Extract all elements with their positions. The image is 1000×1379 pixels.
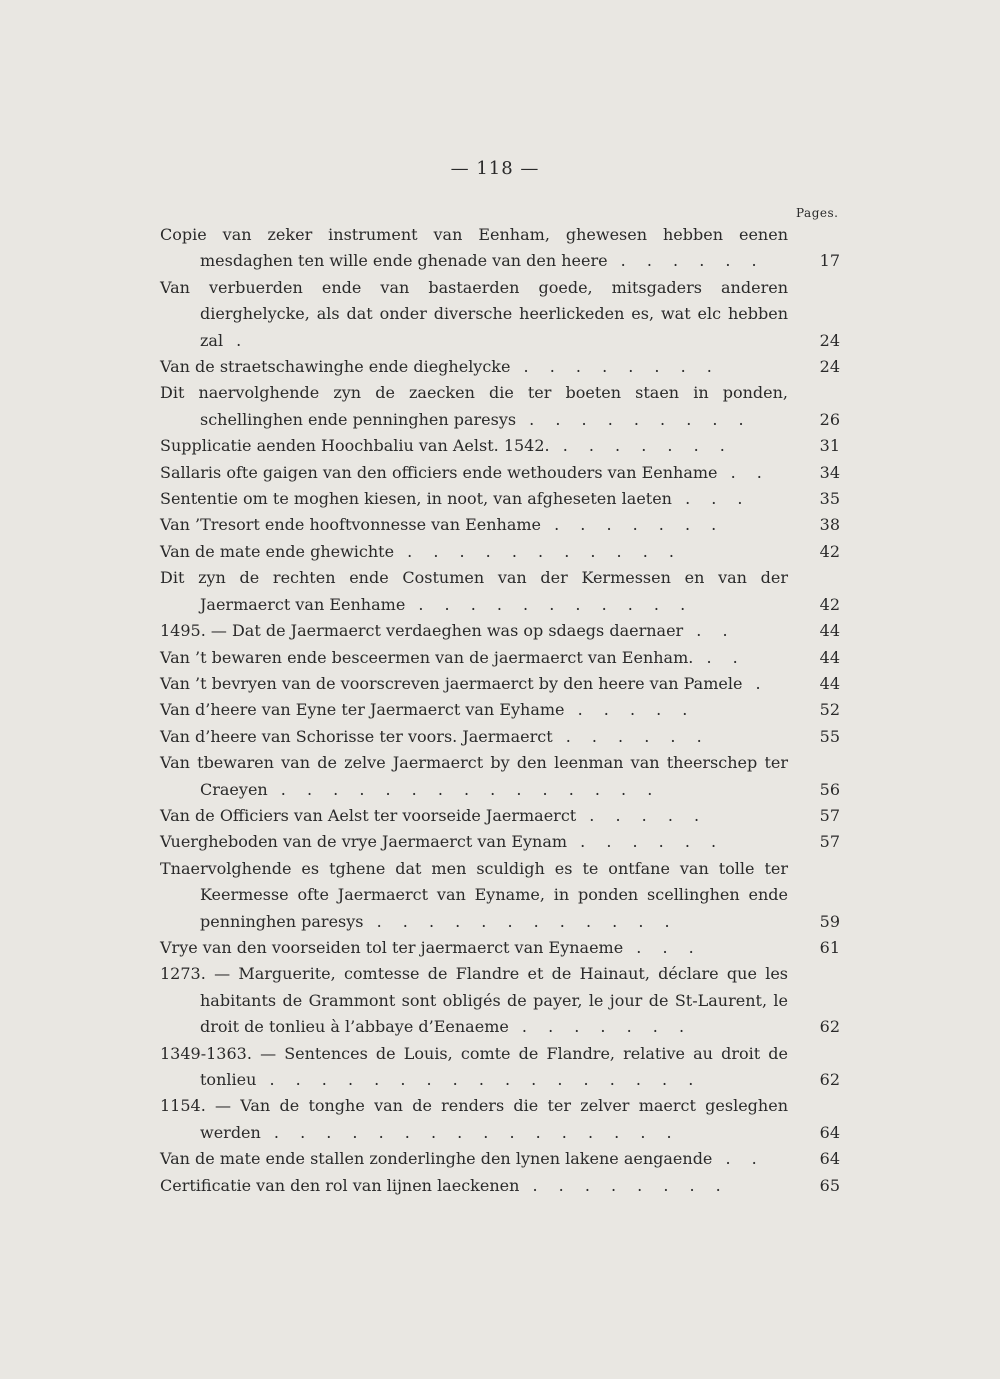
toc-entry (160, 724, 840, 750)
dot-leader: . . . . . . . . (510, 357, 720, 377)
toc-entry (160, 433, 840, 459)
dot-leader: . . . . . . . . . . . . . . . . . (256, 1070, 702, 1089)
toc-entry (160, 618, 840, 644)
toc-entry (160, 486, 840, 512)
toc-entry (160, 512, 840, 538)
dot-leader: . . . . . . . . . . . . . . . . (260, 1122, 680, 1142)
toc-entry (160, 1146, 840, 1172)
entry-page-number: 31 (819, 436, 840, 456)
dot-leader: . . . . . . . . . . . (394, 541, 682, 561)
toc-entry (160, 750, 840, 803)
toc-entry (160, 380, 840, 433)
toc-entry (160, 460, 840, 486)
dot-leader: . . . . . . . . . . . . . . . (267, 779, 661, 799)
entry-page-number: 57 (819, 832, 840, 852)
toc-entry (160, 1041, 840, 1094)
dot-leader: . . . . . . (552, 726, 710, 746)
toc-entry (160, 539, 840, 565)
entry-page-number: 38 (819, 515, 840, 535)
entry-title: Supplicatie aenden Hoochbaliu van Aelst. 1542. (160, 436, 550, 456)
toc-entry (160, 671, 840, 697)
toc-entry (160, 354, 840, 380)
entry-title: Vrye van den voorseiden tol ter jaermaerct van Eynaeme (160, 937, 624, 957)
toc-entry (160, 829, 840, 855)
dot-leader: . . . . . . . . (519, 1175, 729, 1195)
dot-leader: . . . . . (564, 700, 696, 720)
entry-page-number: 24 (819, 357, 840, 377)
entry-title: Dit zyn de rechten ende Costumen van der Kermessen en van der Jaermaerct van Eenhame (160, 568, 788, 614)
toc-entry (160, 222, 840, 275)
toc-entry (160, 935, 840, 961)
entry-title: Van verbuerden ende van bastaerden goede, mitsgaders anderen dierghelycke, als dat onder diversche heerlickeden es, wat elc hebben zal (160, 277, 788, 350)
entry-page-number: 64 (819, 1149, 840, 1169)
entry-page-number: 56 (819, 779, 840, 799)
entry-page-number: 34 (819, 462, 840, 482)
entry-title: 1349-1363. — Sentences de Louis, comte de Flandre, relative au droit de tonlieu (160, 1043, 788, 1089)
entry-page-number: 26 (819, 409, 840, 429)
entry-title: Sallaris ofte gaigen van den officiers ende wethouders van Eenhame (160, 462, 718, 482)
entry-title: 1154. — Van de tonghe van de renders die ter zelver maerct gesleghen werden (160, 1096, 788, 1142)
entry-page-number: 62 (819, 1070, 840, 1089)
entry-page-number: 17 (819, 251, 840, 271)
entry-page-number: 61 (819, 937, 840, 957)
toc-entry (160, 961, 840, 1040)
dot-leader: . . (693, 647, 746, 667)
dot-leader: . . . . . . . . . . . (405, 594, 694, 614)
entry-title: Certificatie van den rol van lijnen laeckenen (160, 1175, 520, 1195)
entry-title: Dit naervolghende zyn de zaecken die ter boeten staen in ponden, schellinghen ende penninghen paresys (160, 383, 788, 429)
entry-page-number: 42 (819, 541, 840, 561)
entry-page-number: 55 (819, 726, 840, 746)
entry-title: Vuergheboden van de vrye Jaermaerct van Eynam (160, 832, 568, 852)
entry-title: Van de straetschawinghe ende dieghelycke (160, 357, 511, 377)
entry-title: 1495. — Dat de Jaermaerct verdaeghen was op sdaegs daernaer (160, 621, 684, 641)
toc-entry (160, 697, 840, 723)
dot-leader: . . (712, 1149, 765, 1169)
dot-leader: . (223, 330, 250, 350)
dot-leader: . . . . . . . . . . . . (363, 911, 678, 931)
toc-entry (160, 275, 840, 354)
dot-leader: . . . . . . (607, 251, 765, 271)
toc-entry (160, 1173, 840, 1199)
entry-page-number: 44 (819, 673, 840, 693)
dot-leader: . . . . . . . (508, 1017, 693, 1037)
entry-page-number: 62 (819, 1017, 840, 1037)
entry-page-number: 64 (819, 1122, 840, 1142)
entry-title: Van tbewaren van de zelve Jaermaerct by den leenman van theerschep ter Craeyen (160, 753, 788, 799)
table-of-contents (160, 222, 840, 1199)
entry-page-number: 57 (819, 805, 840, 825)
dot-leader: . . . . . . (567, 832, 725, 852)
dot-leader: . . . . . . . . . (516, 409, 752, 429)
dot-leader: . . . . . . . (549, 436, 733, 456)
dot-leader: . . . (671, 489, 751, 509)
entry-title: Van d’heere van Schorisse ter voors. Jaermaerct (160, 726, 553, 746)
entry-title: 1273. — Marguerite, comtesse de Flandre et de Hainaut, déclare que les habitants de Grammont sont obligés de payer, le jour de St-Laurent, le droit de tonlieu à l’abbaye d’Eenaeme (160, 964, 788, 1037)
entry-title: Tnaervolghende es tghene dat men sculdigh es te ontfane van tolle ter Keermesse ofte Jaermaerct van Eyname, in ponden scellinghen ende penninghen paresys (160, 858, 788, 931)
entry-page-number: 52 (819, 700, 840, 720)
toc-entry (160, 645, 840, 671)
pages-column-label: Pages. (796, 206, 839, 220)
entry-title: Van ’t bewaren ende besceermen van de jaermaerct van Eenham. (160, 647, 694, 667)
toc-entry (160, 803, 840, 829)
entry-title: Van d’heere van Eyne ter Jaermaerct van Eyhame (160, 700, 565, 720)
entry-page-number: 35 (819, 489, 840, 509)
dot-leader: . . (717, 462, 770, 482)
toc-entry (160, 856, 840, 935)
entry-title: Copie van zeker instrument van Eenham, ghewesen hebben eenen mesdaghen ten wille ende ghenade van den heere (160, 225, 788, 271)
entry-title: Van de mate ende ghewichte (160, 541, 395, 561)
entry-page-number: 59 (819, 911, 840, 931)
page-number: — 118 — (450, 158, 540, 179)
entry-title: Van ’Tresort ende hooftvonnesse van Eenhame (160, 515, 542, 535)
toc-entry (160, 565, 840, 618)
dot-leader: . . (683, 621, 736, 641)
dot-leader: . . . (623, 937, 702, 957)
entry-page-number: 44 (819, 621, 840, 641)
entry-page-number: 42 (819, 594, 840, 614)
entry-page-number: 65 (819, 1175, 840, 1195)
toc-entry (160, 1093, 840, 1146)
entry-title: Van de Officiers van Aelst ter voorseide Jaermaerct (160, 805, 577, 825)
entry-title: Sententie om te moghen kiesen, in noot, van afgheseten laeten (160, 489, 672, 509)
entry-page-number: 44 (819, 647, 840, 667)
dot-leader: . (742, 673, 769, 693)
dot-leader: . . . . . . . (541, 515, 725, 535)
entry-title: Van de mate ende stallen zonderlinghe den lynen lakene aengaende (160, 1149, 713, 1169)
entry-title: Van ’t bevryen van de voorscreven jaermaerct by den heere van Pamele (160, 673, 743, 693)
dot-leader: . . . . . (576, 805, 708, 825)
entry-page-number: 24 (819, 330, 840, 350)
